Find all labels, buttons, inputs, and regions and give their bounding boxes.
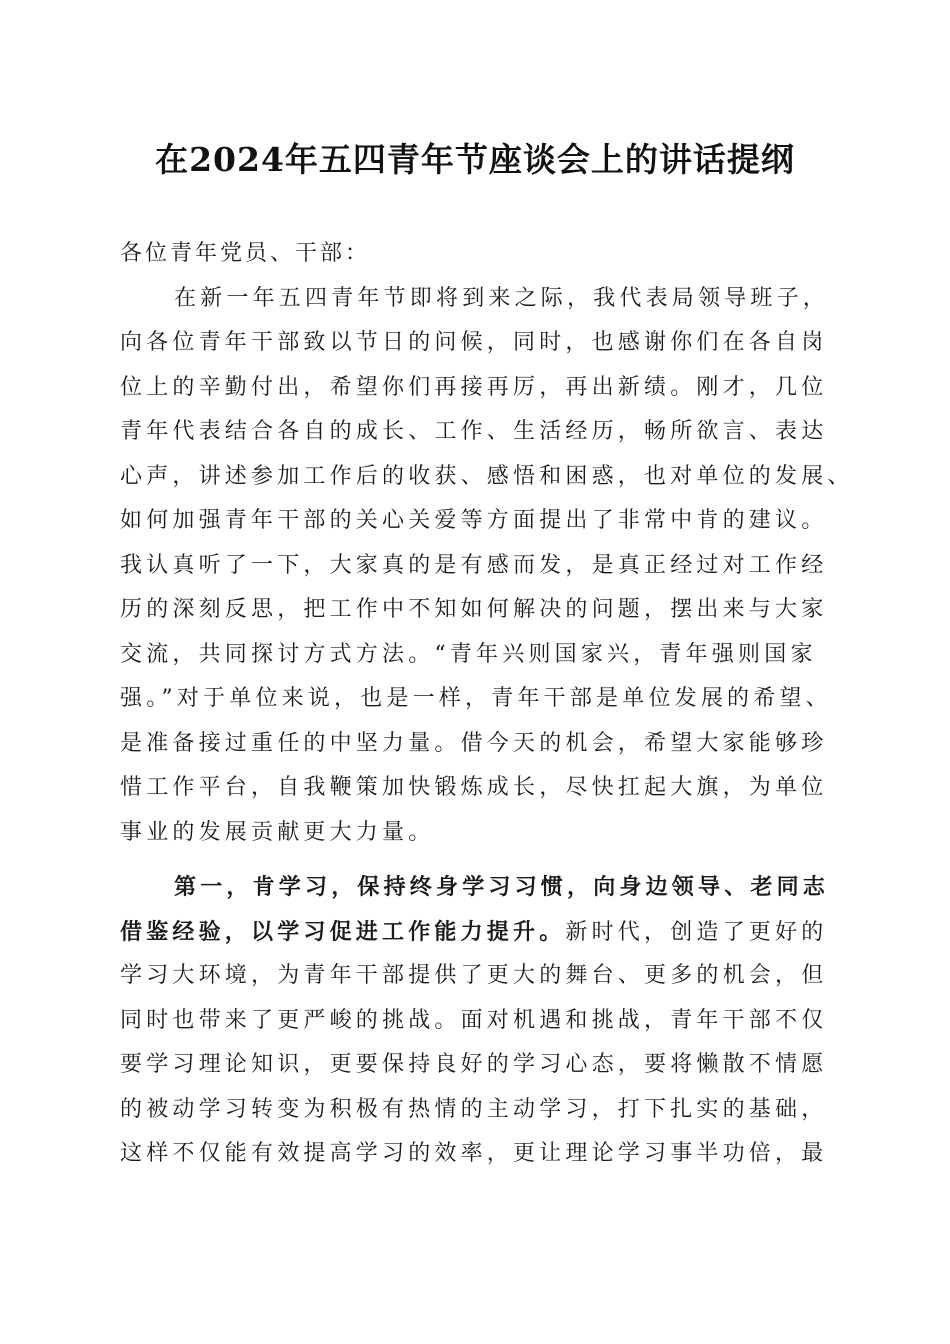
document-body (120, 232, 854, 1177)
paragraph-line: 我认真听了一下，大家真的是有感而发，是真正经过对工作经 (120, 552, 828, 578)
paragraph-line: 同时也带来了更严峻的挑战。面对机遇和挑战，青年干部不仅 (120, 1007, 828, 1033)
paragraph-line: 历的深刻反思，把工作中不知如何解决的问题，摆出来与大家 (120, 597, 828, 622)
paragraph-line: 在新一年五四青年节即将到来之际，我代表局领导班子， (174, 285, 830, 311)
paragraph-line: 要学习理论知识，更要保持良好的学习心态，要将懒散不情愿 (120, 1052, 828, 1077)
paragraph-line: 如何加强青年干部的关心关爱等方面提出了非常中肯的建议。 (120, 508, 828, 533)
salutation: 各位青年党员、干部： (120, 241, 371, 266)
paragraph-point-one (120, 865, 832, 1177)
point-heading-line-2 (120, 910, 832, 955)
paragraph-line: 惜工作平台，自我鞭策加快锻炼成长，尽快扛起大旗，为单位 (120, 775, 828, 800)
paragraph-opening (120, 277, 854, 856)
point-heading-line: 第一，肯学习，保持终身学习习惯，向身边领导、老同志 (174, 874, 830, 900)
document-title: 在2024年五四青年节座谈会上的讲话提纲 (155, 140, 795, 179)
paragraph-line: 位上的辛勤付出，希望你们再接再厉，再出新绩。刚才，几位 (120, 374, 828, 400)
paragraph-line: 青年代表结合各自的成长、工作、生活经历，畅所欲言、表达 (120, 419, 828, 444)
point-heading-tail: 借鉴经验，以学习促进工作能力提升。 (120, 918, 566, 945)
paragraph-line: 强。”对于单位来说，也是一样，青年干部是单位发展的希望、 (120, 686, 832, 711)
paragraph-line: 心声，讲述参加工作后的收获、感悟和困惑，也对单位的发展、 (120, 463, 854, 489)
paragraph-line: 这样不仅能有效提高学习的效率，更让理论学习事半功倍，最 (120, 1141, 828, 1166)
paragraph-line: 的被动学习转变为积极有热情的主动学习，打下扎实的基础， (120, 1096, 828, 1122)
paragraph-line: 是准备接过重任的中坚力量。借今天的机会，希望大家能够珍 (120, 730, 828, 756)
paragraph-text: 新时代，创造了更好的 (565, 919, 828, 945)
paragraph-line: 事业的发展贡献更大力量。 (120, 819, 435, 845)
paragraph-line: 学习大环境，为青年干部提供了更大的舞台、更多的机会，但 (120, 963, 828, 988)
paragraph-line: 交流，共同探讨方式方法。“青年兴则国家兴，青年强则国家 (120, 641, 817, 667)
paragraph-line: 向各位青年干部致以节日的问候，同时，也感谢你们在各自岗 (120, 330, 828, 355)
